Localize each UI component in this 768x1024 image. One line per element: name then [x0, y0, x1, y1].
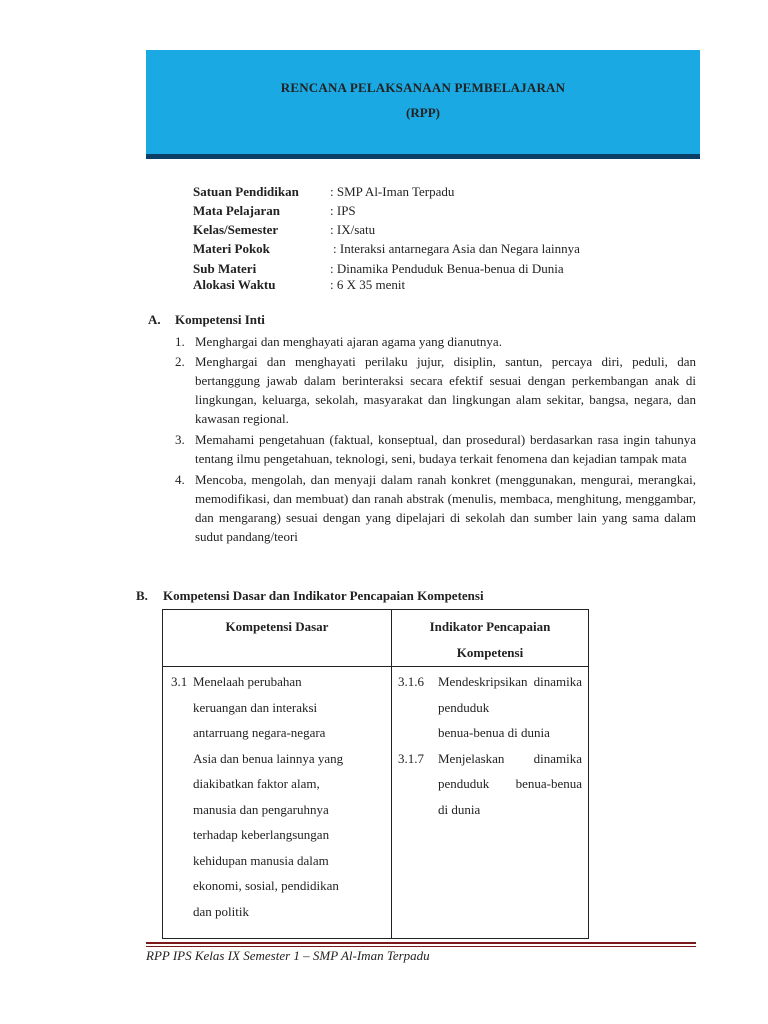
- info-value: : IX/satu: [330, 222, 376, 237]
- info-value: : SMP Al-Iman Terpadu: [330, 184, 455, 199]
- document-subtitle: (RPP): [406, 105, 440, 120]
- footer-divider: [146, 942, 696, 944]
- kd-number: 3.1: [171, 674, 188, 689]
- competency-table: [162, 609, 589, 939]
- info-label: Mata Pelajaran: [193, 203, 281, 218]
- table-header-row: [163, 610, 589, 667]
- info-label: Sub Materi: [193, 261, 257, 276]
- kompetensi-inti-list: [175, 332, 696, 546]
- indicator-cell: [392, 667, 589, 939]
- indicator-text: Mendeskripsikan dinamika penduduk: [438, 674, 582, 715]
- info-value: : 6 X 35 menit: [330, 277, 406, 292]
- list-text: Memahami pengetahuan (faktual, konseptual, dan prosedural) berdasarkan rasa ingin tahunya tentang ilmu pengetahuan, teknologi, seni, budaya terkait fenomena dan kejadian tampak mata: [195, 432, 696, 466]
- indicator-item: [398, 669, 582, 746]
- indicator-text-end: benua-benua di dunia: [438, 725, 550, 740]
- list-text: Menghargai dan menghayati ajaran agama yang dianutnya.: [195, 334, 502, 349]
- title-banner: [146, 50, 700, 159]
- list-number: 3.: [175, 432, 185, 447]
- indicator-text: Menjelaskan dinamika penduduk benua-benua: [438, 750, 582, 791]
- info-label: Satuan Pendidikan: [193, 184, 299, 199]
- info-value: : Dinamika Penduduk Benua-benua di Dunia: [330, 261, 564, 276]
- indicator-text-end: di dunia: [438, 801, 481, 817]
- indicator-number: 3.1.7: [398, 750, 424, 766]
- info-label: Kelas/Semester: [193, 222, 279, 237]
- column-header-indicator: Indikator Pencapaian Kompetensi: [392, 610, 589, 667]
- list-item: [175, 332, 696, 351]
- info-label: Materi Pokok: [193, 241, 270, 256]
- section-title: Kompetensi Dasar dan Indikator Pencapaian Kompetensi: [163, 588, 484, 603]
- indicator-item: [398, 746, 582, 823]
- list-text: Menghargai dan menghayati perilaku jujur, disiplin, santun, percaya diri, peduli, dan bertanggung jawab dalam berinteraksi secara efektif sesuai dengan perkembangan anak di lingkungan, keluarga, sekolah, masyarakat dan lingkungan alam sekitar, bangsa, negara, dan kawasan regional.: [195, 354, 696, 426]
- document-title: RENCANA PELAKSANAAN PEMBELAJARAN: [280, 80, 566, 95]
- list-number: 1.: [175, 334, 185, 349]
- list-text: Mencoba, mengolah, dan menyaji dalam ranah konkret (menggunakan, mengurai, merangkai, memodifikasi, dan membuat) dan ranah abstrak (menulis, membaca, menghitung, menggambar, dan mengarang) sesuai dengan yang dipelajari di sekolah dan sumber lain yang sama dalam sudut pandang/teori: [195, 472, 696, 544]
- info-label: Alokasi Waktu: [193, 277, 276, 292]
- info-value: : IPS: [330, 203, 356, 218]
- kd-cell: [163, 667, 392, 939]
- kd-item: 3.1 Menelaah perubahan keruangan dan interaksi antarruang negara-negara Asia dan benua lainnya yang diakibatkan faktor alam, manusia dan pengaruhnya terhadap keberlangsungan kehidupan manusia dalam ekonomi, sosial, pendidikan dan politik: [171, 669, 387, 924]
- page-footer: RPP IPS Kelas IX Semester 1 – SMP Al-Iman Terpadu: [146, 948, 430, 963]
- section-letter: A.: [148, 312, 161, 327]
- list-number: 2.: [175, 354, 185, 369]
- list-number: 4.: [175, 472, 185, 487]
- section-title: Kompetensi Inti: [175, 312, 265, 327]
- list-item: [175, 470, 696, 546]
- info-value: : Interaksi antarnegara Asia dan Negara lainnya: [333, 241, 580, 256]
- column-header-kd: Kompetensi Dasar: [163, 610, 392, 667]
- indicator-number: 3.1.6: [398, 674, 424, 689]
- list-item: [175, 352, 696, 428]
- footer-divider: [146, 946, 696, 947]
- section-letter: B.: [136, 588, 148, 603]
- table-row: [163, 667, 589, 939]
- list-item: [175, 430, 696, 468]
